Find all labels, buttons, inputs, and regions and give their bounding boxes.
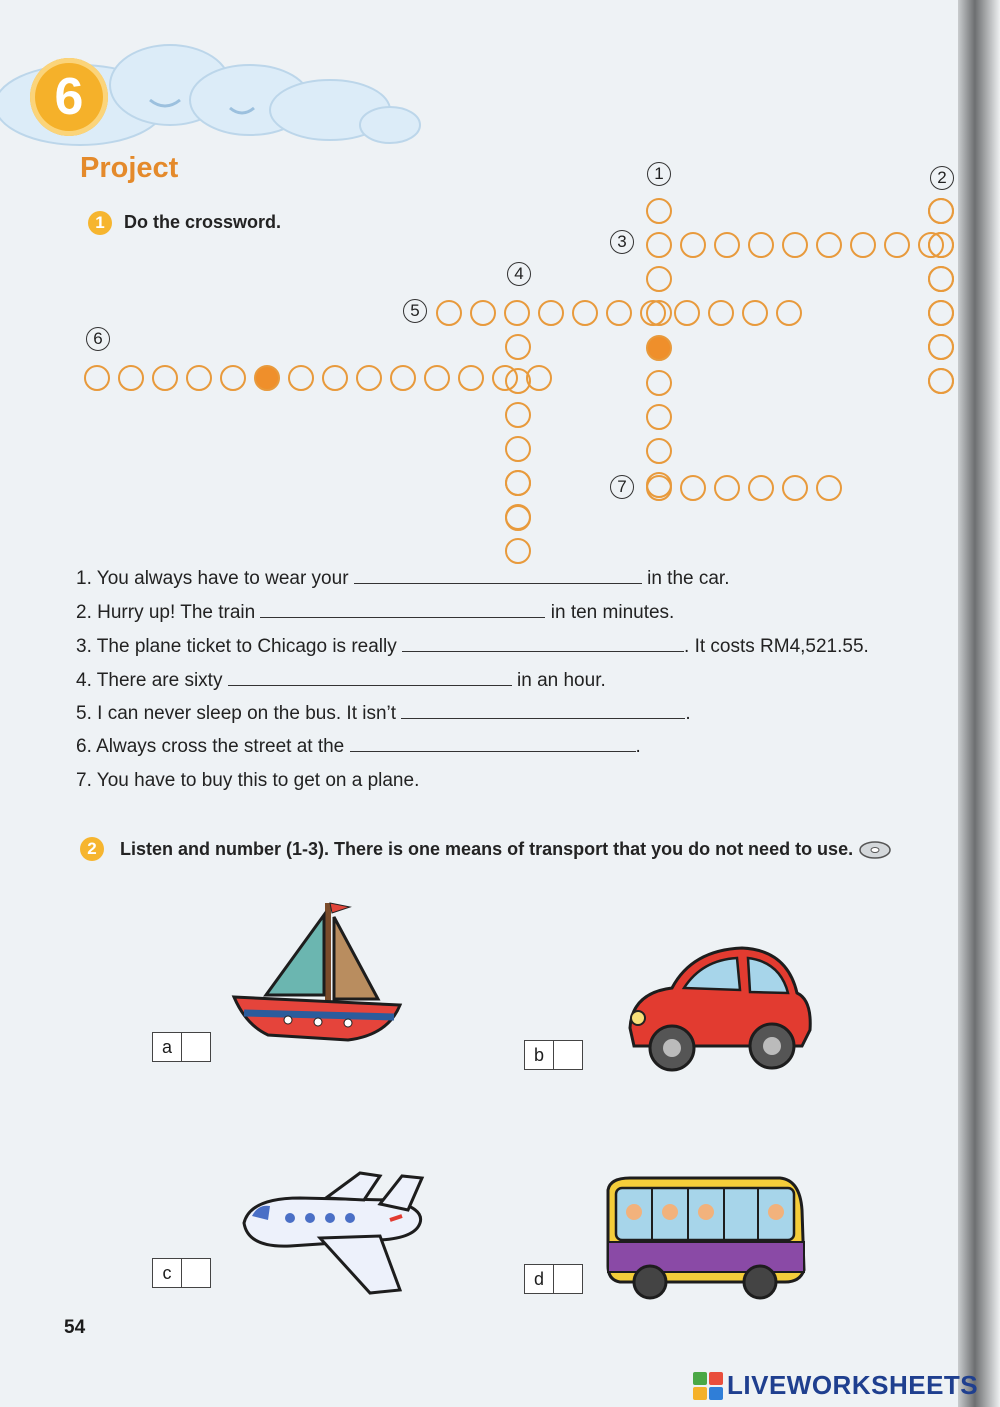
answer-box-d[interactable] xyxy=(524,1264,583,1294)
crossword-cell[interactable] xyxy=(470,300,496,326)
answer-blank-4[interactable] xyxy=(228,671,512,686)
clue-number-2: 2 xyxy=(930,166,954,190)
crossword-cell[interactable] xyxy=(646,232,672,258)
sentence-3: 3. The plane ticket to Chicago is really . It costs RM4,521.55. xyxy=(76,636,869,657)
crossword-cell[interactable] xyxy=(186,365,212,391)
crossword-cell[interactable] xyxy=(322,365,348,391)
exercise-2-number: 2 xyxy=(80,837,104,861)
crossword-cell[interactable] xyxy=(424,365,450,391)
crossword-cell[interactable] xyxy=(646,300,672,326)
crossword-cell[interactable] xyxy=(646,438,672,464)
answer-blank-3[interactable] xyxy=(402,637,684,652)
answer-blank-1[interactable] xyxy=(354,569,642,584)
page-number: 54 xyxy=(64,1317,86,1338)
number-input-c[interactable] xyxy=(182,1259,210,1287)
answer-box-b[interactable] xyxy=(524,1040,583,1070)
clue-number-3: 3 xyxy=(610,230,634,254)
crossword-cell[interactable] xyxy=(505,436,531,462)
crossword-cell[interactable] xyxy=(646,198,672,224)
crossword-cell[interactable] xyxy=(436,300,462,326)
crossword-cell[interactable] xyxy=(714,232,740,258)
number-input-d[interactable] xyxy=(554,1265,582,1293)
crossword-cell[interactable] xyxy=(708,300,734,326)
item-letter-a: a xyxy=(153,1033,182,1061)
exercise-1-instruction: Do the crossword. xyxy=(124,212,282,232)
clue-number-4: 4 xyxy=(507,262,531,286)
crossword-cell[interactable] xyxy=(782,232,808,258)
answer-blank-2[interactable] xyxy=(260,603,545,618)
item-letter-d: d xyxy=(525,1265,554,1293)
sentence-7: 7. You have to buy this to get on a plane. xyxy=(76,770,420,791)
crossword-cell[interactable] xyxy=(680,475,706,501)
crossword-cell[interactable] xyxy=(928,266,954,292)
clue-number-6: 6 xyxy=(86,327,110,351)
crossword-cell[interactable] xyxy=(505,470,531,496)
item-letter-b: b xyxy=(525,1041,554,1069)
crossword-cell[interactable] xyxy=(928,300,954,326)
sentence-2: 2. Hurry up! The train in ten minutes. xyxy=(76,602,675,623)
crossword-cell[interactable] xyxy=(928,198,954,224)
clue-number-1: 1 xyxy=(647,162,671,186)
crossword-grid xyxy=(0,0,965,560)
crossword-cell[interactable] xyxy=(504,300,530,326)
crossword-cell[interactable] xyxy=(782,475,808,501)
crossword-cell[interactable] xyxy=(254,365,280,391)
item-letter-c: c xyxy=(153,1259,182,1287)
exercise-1-number: 1 xyxy=(88,211,112,235)
sailboat-picture xyxy=(228,895,408,1055)
section-title: Project xyxy=(80,152,179,184)
cd-audio-icon xyxy=(858,840,892,860)
sentence-5: 5. I can never sleep on the bus. It isn’t . xyxy=(76,703,691,724)
crossword-cell[interactable] xyxy=(118,365,144,391)
page-edge-shadow xyxy=(958,0,1000,1407)
sentence-4: 4. There are sixty in an hour. xyxy=(76,670,606,691)
number-input-a[interactable] xyxy=(182,1033,210,1061)
crossword-cell[interactable] xyxy=(714,475,740,501)
sentence-1: 1. You always have to wear your in the car. xyxy=(76,568,730,589)
crossword-cell[interactable] xyxy=(928,334,954,360)
crossword-cell[interactable] xyxy=(928,368,954,394)
liveworksheets-logo-icon xyxy=(693,1372,723,1400)
crossword-cell[interactable] xyxy=(646,404,672,430)
crossword-cell[interactable] xyxy=(742,300,768,326)
answer-box-c[interactable] xyxy=(152,1258,211,1288)
crossword-cell[interactable] xyxy=(748,475,774,501)
crossword-cell[interactable] xyxy=(505,538,531,564)
answer-box-a[interactable] xyxy=(152,1032,211,1062)
number-input-b[interactable] xyxy=(554,1041,582,1069)
crossword-cell[interactable] xyxy=(816,232,842,258)
crossword-cell[interactable] xyxy=(288,365,314,391)
crossword-cell[interactable] xyxy=(390,365,416,391)
clue-number-5: 5 xyxy=(403,299,427,323)
unit-number-badge: 6 xyxy=(30,58,108,136)
crossword-cell[interactable] xyxy=(646,475,672,501)
answer-blank-6[interactable] xyxy=(350,737,636,752)
car-picture xyxy=(612,938,817,1078)
crossword-cell[interactable] xyxy=(505,505,531,531)
crossword-cell[interactable] xyxy=(680,232,706,258)
crossword-cell[interactable] xyxy=(538,300,564,326)
airplane-picture xyxy=(230,1168,430,1308)
crossword-cell[interactable] xyxy=(572,300,598,326)
crossword-cell[interactable] xyxy=(606,300,632,326)
crossword-cell[interactable] xyxy=(220,365,246,391)
sentence-6: 6. Always cross the street at the . xyxy=(76,736,641,757)
clue-number-7: 7 xyxy=(610,475,634,499)
crossword-cell[interactable] xyxy=(505,368,531,394)
answer-blank-5[interactable] xyxy=(401,704,685,719)
crossword-cell[interactable] xyxy=(850,232,876,258)
crossword-cell[interactable] xyxy=(928,232,954,258)
crossword-cell[interactable] xyxy=(505,334,531,360)
crossword-cell[interactable] xyxy=(84,365,110,391)
crossword-cell[interactable] xyxy=(458,365,484,391)
crossword-cell[interactable] xyxy=(816,475,842,501)
bus-picture xyxy=(600,1170,810,1305)
crossword-cell[interactable] xyxy=(505,402,531,428)
exercise-2-instruction: Listen and number (1-3). There is one means of transport that you do not need to use. xyxy=(120,837,950,861)
crossword-cell[interactable] xyxy=(646,335,672,361)
crossword-cell[interactable] xyxy=(646,266,672,292)
crossword-cell[interactable] xyxy=(776,300,802,326)
crossword-cell[interactable] xyxy=(646,370,672,396)
crossword-cell[interactable] xyxy=(152,365,178,391)
crossword-cell[interactable] xyxy=(884,232,910,258)
liveworksheets-wordmark: LIVEWORKSHEETS xyxy=(727,1370,979,1400)
crossword-cell[interactable] xyxy=(356,365,382,391)
crossword-cell[interactable] xyxy=(748,232,774,258)
crossword-cell[interactable] xyxy=(674,300,700,326)
liveworksheets-logo xyxy=(693,1370,978,1401)
